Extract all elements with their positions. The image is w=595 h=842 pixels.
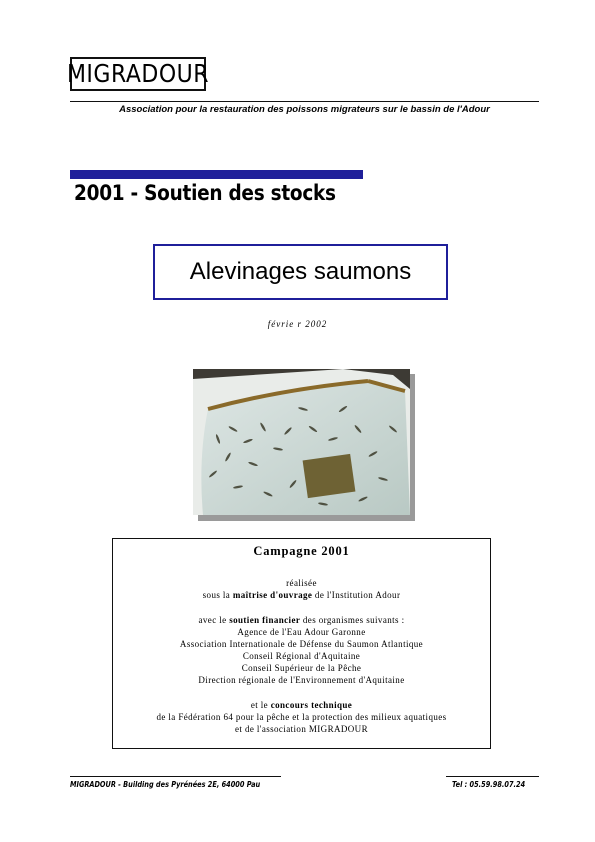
concours-prefix: et le bbox=[250, 700, 271, 710]
concours-bold: concours technique bbox=[270, 700, 353, 710]
soutien-bold: soutien financier bbox=[229, 615, 301, 625]
document-date: févrie r 2002 bbox=[267, 319, 328, 329]
footer-address: MIGRADOUR - Building des Pyrénées 2E, 64000 Pau bbox=[70, 780, 261, 789]
header-divider bbox=[70, 101, 539, 102]
footer-phone: Tel : 05.59.98.07.24 bbox=[452, 780, 526, 789]
subtitle: Alevinages saumons bbox=[189, 258, 412, 285]
logo-text: MIGRADOUR bbox=[66, 59, 210, 89]
campaign-realisee: réalisée bbox=[286, 578, 317, 588]
footer-divider-right bbox=[446, 776, 539, 777]
maitrise-bold: maîtrise d'ouvrage bbox=[232, 590, 313, 600]
organism-item: Association Internationale de Défense du Saumon Atlantique bbox=[179, 639, 424, 649]
organism-item: Conseil Supérieur de la Pêche bbox=[241, 663, 362, 673]
organism-item: Agence de l'Eau Adour Garonne bbox=[237, 627, 366, 637]
campaign-maitrise-line bbox=[113, 589, 490, 601]
maitrise-suffix: de l'Institution Adour bbox=[312, 590, 401, 600]
organism-item: Conseil Régional d'Aquitaine bbox=[242, 651, 361, 661]
campaign-federation: de la Fédération 64 pour la pêche et la protection des milieux aquatiques bbox=[156, 712, 447, 722]
campaign-title: Campagne 2001 bbox=[253, 544, 350, 558]
salmon-fry-tank-photo bbox=[193, 369, 410, 515]
soutien-prefix: avec le bbox=[198, 615, 230, 625]
campaign-soutien-line bbox=[113, 614, 490, 626]
campaign-concours-line bbox=[113, 699, 490, 711]
tagline: Association pour la restauration des poissons migrateurs sur le bassin de l'Adour bbox=[119, 104, 490, 115]
footer-divider-left bbox=[70, 776, 281, 777]
campaign-box bbox=[112, 538, 491, 749]
logo bbox=[66, 57, 210, 91]
title-accent-bar bbox=[70, 170, 363, 179]
subtitle-box bbox=[153, 244, 448, 300]
soutien-suffix: des organismes suivants : bbox=[300, 615, 405, 625]
campaign-association: et de l'association MIGRADOUR bbox=[235, 724, 368, 734]
page-title: 2001 - Soutien des stocks bbox=[74, 181, 336, 205]
organism-item: Direction régionale de l'Environnement d'Aquitaine bbox=[198, 675, 405, 685]
maitrise-prefix: sous la bbox=[202, 590, 233, 600]
